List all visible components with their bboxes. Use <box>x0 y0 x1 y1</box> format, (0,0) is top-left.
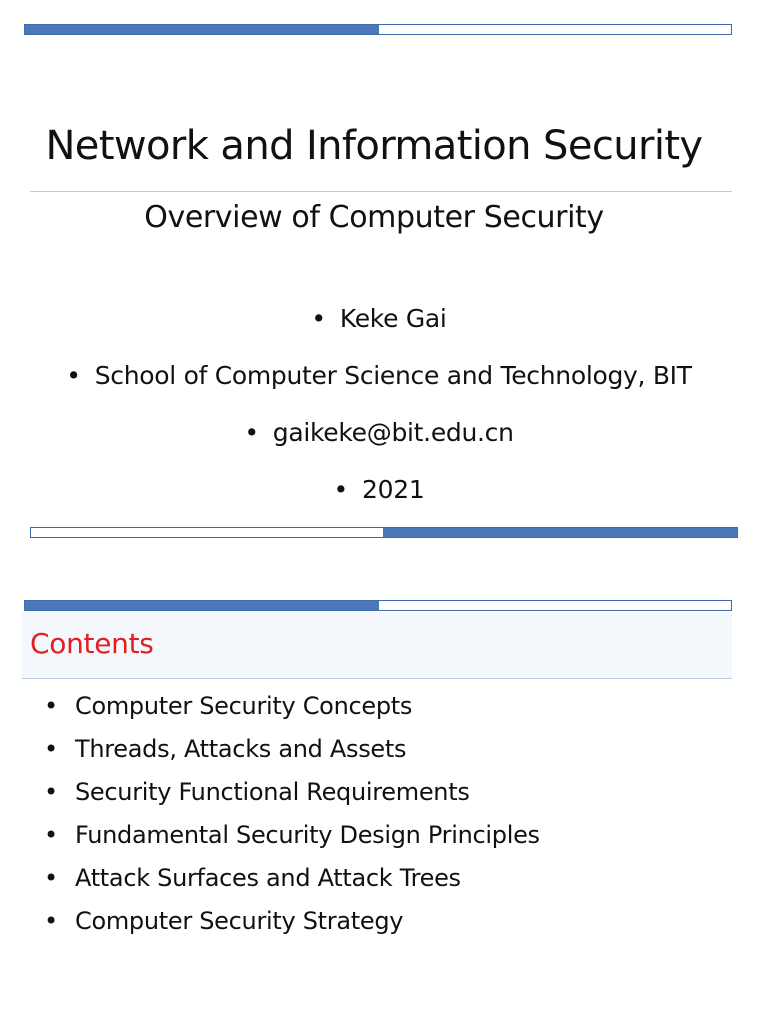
slide1-subtitle: Overview of Computer Security <box>144 200 604 235</box>
slide1-title: Network and Information Security <box>45 123 703 169</box>
author-line <box>0 302 758 336</box>
list-item <box>44 903 540 946</box>
bullet-icon: • <box>44 864 58 892</box>
list-item <box>44 731 540 774</box>
list-item <box>44 860 540 903</box>
contents-heading-band <box>22 612 732 679</box>
bullet-icon: • <box>44 735 58 763</box>
affiliation-line <box>0 359 758 393</box>
bullet-icon: • <box>66 361 81 390</box>
slide1-bottom-bar-fill <box>383 528 737 537</box>
list-item-label: Security Functional Requirements <box>75 778 470 806</box>
list-item-label: Fundamental Security Design Principles <box>75 821 540 849</box>
bullet-icon: • <box>44 778 58 806</box>
contents-heading: Contents <box>30 627 154 660</box>
email-line <box>0 416 758 450</box>
bullet-icon: • <box>44 821 58 849</box>
list-item <box>44 774 540 817</box>
bullet-icon: • <box>44 907 58 935</box>
bullet-icon: • <box>244 418 259 447</box>
slide2-top-progress-bar <box>24 600 732 611</box>
year-line <box>0 473 758 507</box>
affiliation: School of Computer Science and Technology, BIT <box>94 361 692 390</box>
slide1-bottom-progress-bar <box>30 527 738 538</box>
list-item-label: Computer Security Strategy <box>75 907 404 935</box>
slide1-top-bar-fill <box>25 25 379 34</box>
slide1-title-divider <box>30 191 732 192</box>
list-item <box>44 817 540 860</box>
list-item-label: Threads, Attacks and Assets <box>75 735 407 763</box>
list-item <box>44 688 540 731</box>
slide2-top-bar-fill <box>25 601 379 610</box>
list-item-label: Attack Surfaces and Attack Trees <box>75 864 461 892</box>
email: gaikeke@bit.edu.cn <box>272 418 514 447</box>
contents-list <box>44 688 540 946</box>
bullet-icon: • <box>333 475 348 504</box>
author-name: Keke Gai <box>339 304 447 333</box>
bullet-icon: • <box>44 692 58 720</box>
slide1-top-progress-bar <box>24 24 732 35</box>
bullet-icon: • <box>311 304 326 333</box>
list-item-label: Computer Security Concepts <box>75 692 413 720</box>
year: 2021 <box>362 475 425 504</box>
